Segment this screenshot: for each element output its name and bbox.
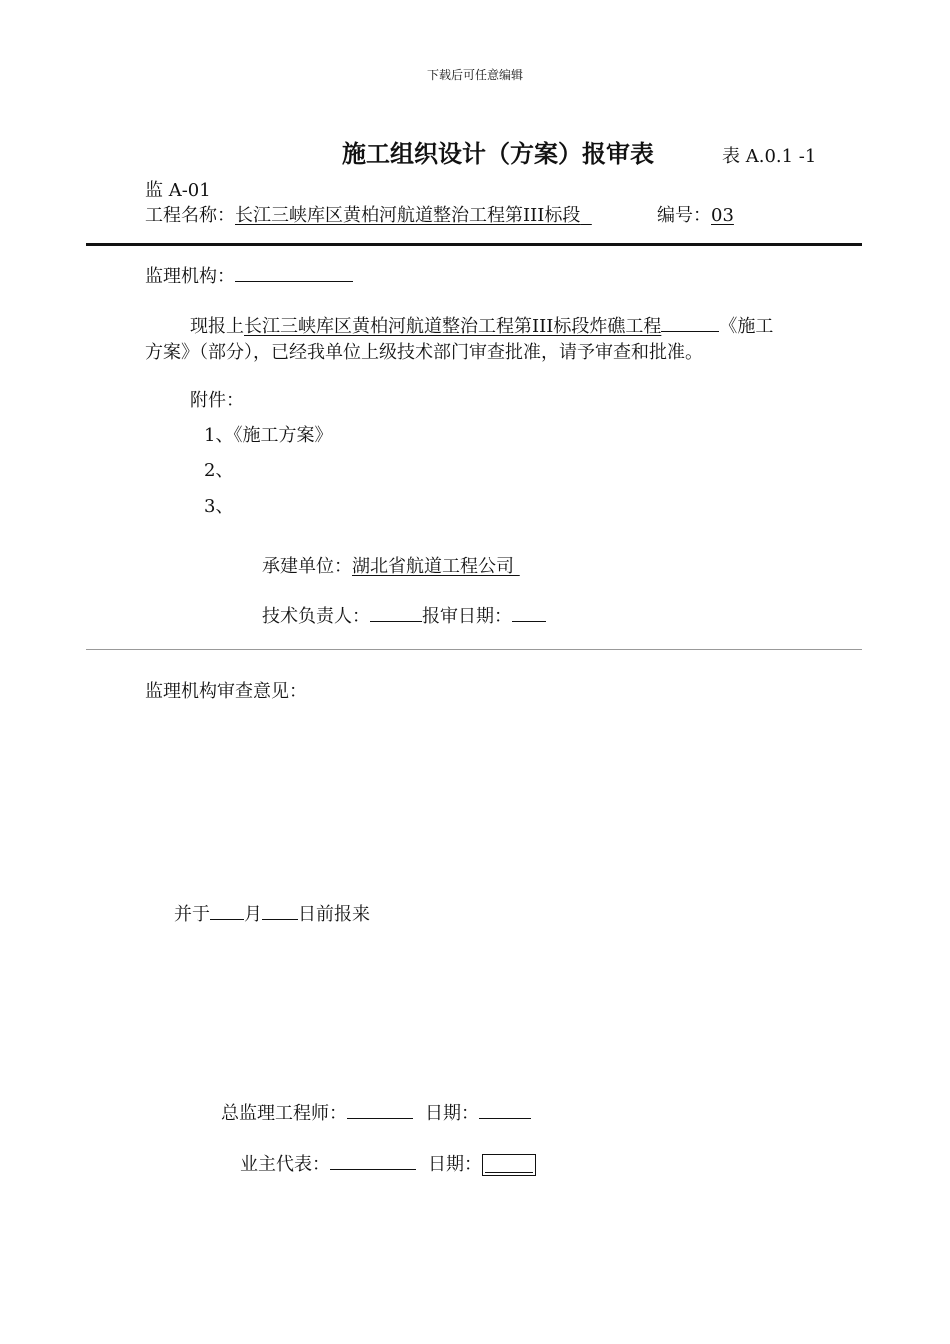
deadline-prefix: 并于 <box>174 904 210 925</box>
owner-label: 业主代表： <box>240 1154 330 1175</box>
submit-date-label: 报审日期： <box>422 606 512 627</box>
para-project: 长江三峡库区黄柏河航道整治工程第III标段炸礁工程 <box>244 316 662 337</box>
number-line <box>657 201 734 227</box>
chief-date-blank[interactable] <box>479 1102 531 1119</box>
attachment-item: 3、 <box>204 496 234 517</box>
para-prefix: 现报上 <box>190 316 244 337</box>
chief-label: 总监理工程师： <box>221 1103 347 1124</box>
owner-date-label: 日期： <box>428 1154 482 1175</box>
para-blank <box>661 317 719 332</box>
project-name: 长江三峡库区黄柏河航道整治工程第III标段 <box>235 205 581 226</box>
para-suffix: 《施工 <box>719 316 774 337</box>
tech-lead-blank[interactable] <box>370 605 422 622</box>
para-line-2: 方案》（部分），已经我单位上级技术部门审查批准，请予审查和批准。 <box>145 342 703 363</box>
owner-date-box[interactable] <box>482 1154 536 1176</box>
thin-divider <box>86 649 862 650</box>
tech-lead-line <box>262 602 546 628</box>
opinion-label: 监理机构审查意见： <box>145 681 307 702</box>
chief-date-label: 日期： <box>425 1103 479 1124</box>
para-line-1 <box>190 312 773 338</box>
attachment-label: 附件： <box>190 390 244 411</box>
contractor-value: 湖北省航道工程公司 <box>352 556 514 577</box>
project-label: 工程名称： <box>145 205 235 226</box>
form-code: 监 A-01 <box>145 180 211 201</box>
contractor-pad <box>514 556 520 577</box>
project-line <box>145 201 592 227</box>
submit-date-blank[interactable] <box>512 605 546 622</box>
contractor-line <box>262 552 520 578</box>
owner-line <box>240 1150 536 1176</box>
chief-engineer-line <box>221 1099 531 1125</box>
thick-divider <box>86 243 862 246</box>
supervisor-label: 监理机构： <box>145 266 235 287</box>
project-name-pad <box>580 205 591 226</box>
download-note: 下载后可任意编辑 <box>426 68 523 82</box>
table-number: 表 A.0.1 -1 <box>722 146 817 167</box>
chief-signature-blank[interactable] <box>347 1102 413 1119</box>
supervisor-blank[interactable] <box>235 265 353 282</box>
deadline-month: 月 <box>244 904 262 925</box>
attachment-item: 2、 <box>204 460 234 481</box>
attachment-item: 1、《施工方案》 <box>204 425 333 446</box>
owner-signature-blank[interactable] <box>330 1153 416 1170</box>
number-value: 03 <box>711 205 734 226</box>
deadline-month-blank[interactable] <box>210 903 244 920</box>
tech-lead-label: 技术负责人： <box>262 606 370 627</box>
deadline-line <box>174 900 370 926</box>
form-title: 施工组织设计（方案）报审表 <box>342 139 654 168</box>
supervisor-line <box>145 262 353 288</box>
contractor-label: 承建单位： <box>262 556 352 577</box>
number-label: 编号： <box>657 205 711 226</box>
deadline-day-blank[interactable] <box>262 903 298 920</box>
deadline-suffix: 日前报来 <box>298 904 370 925</box>
